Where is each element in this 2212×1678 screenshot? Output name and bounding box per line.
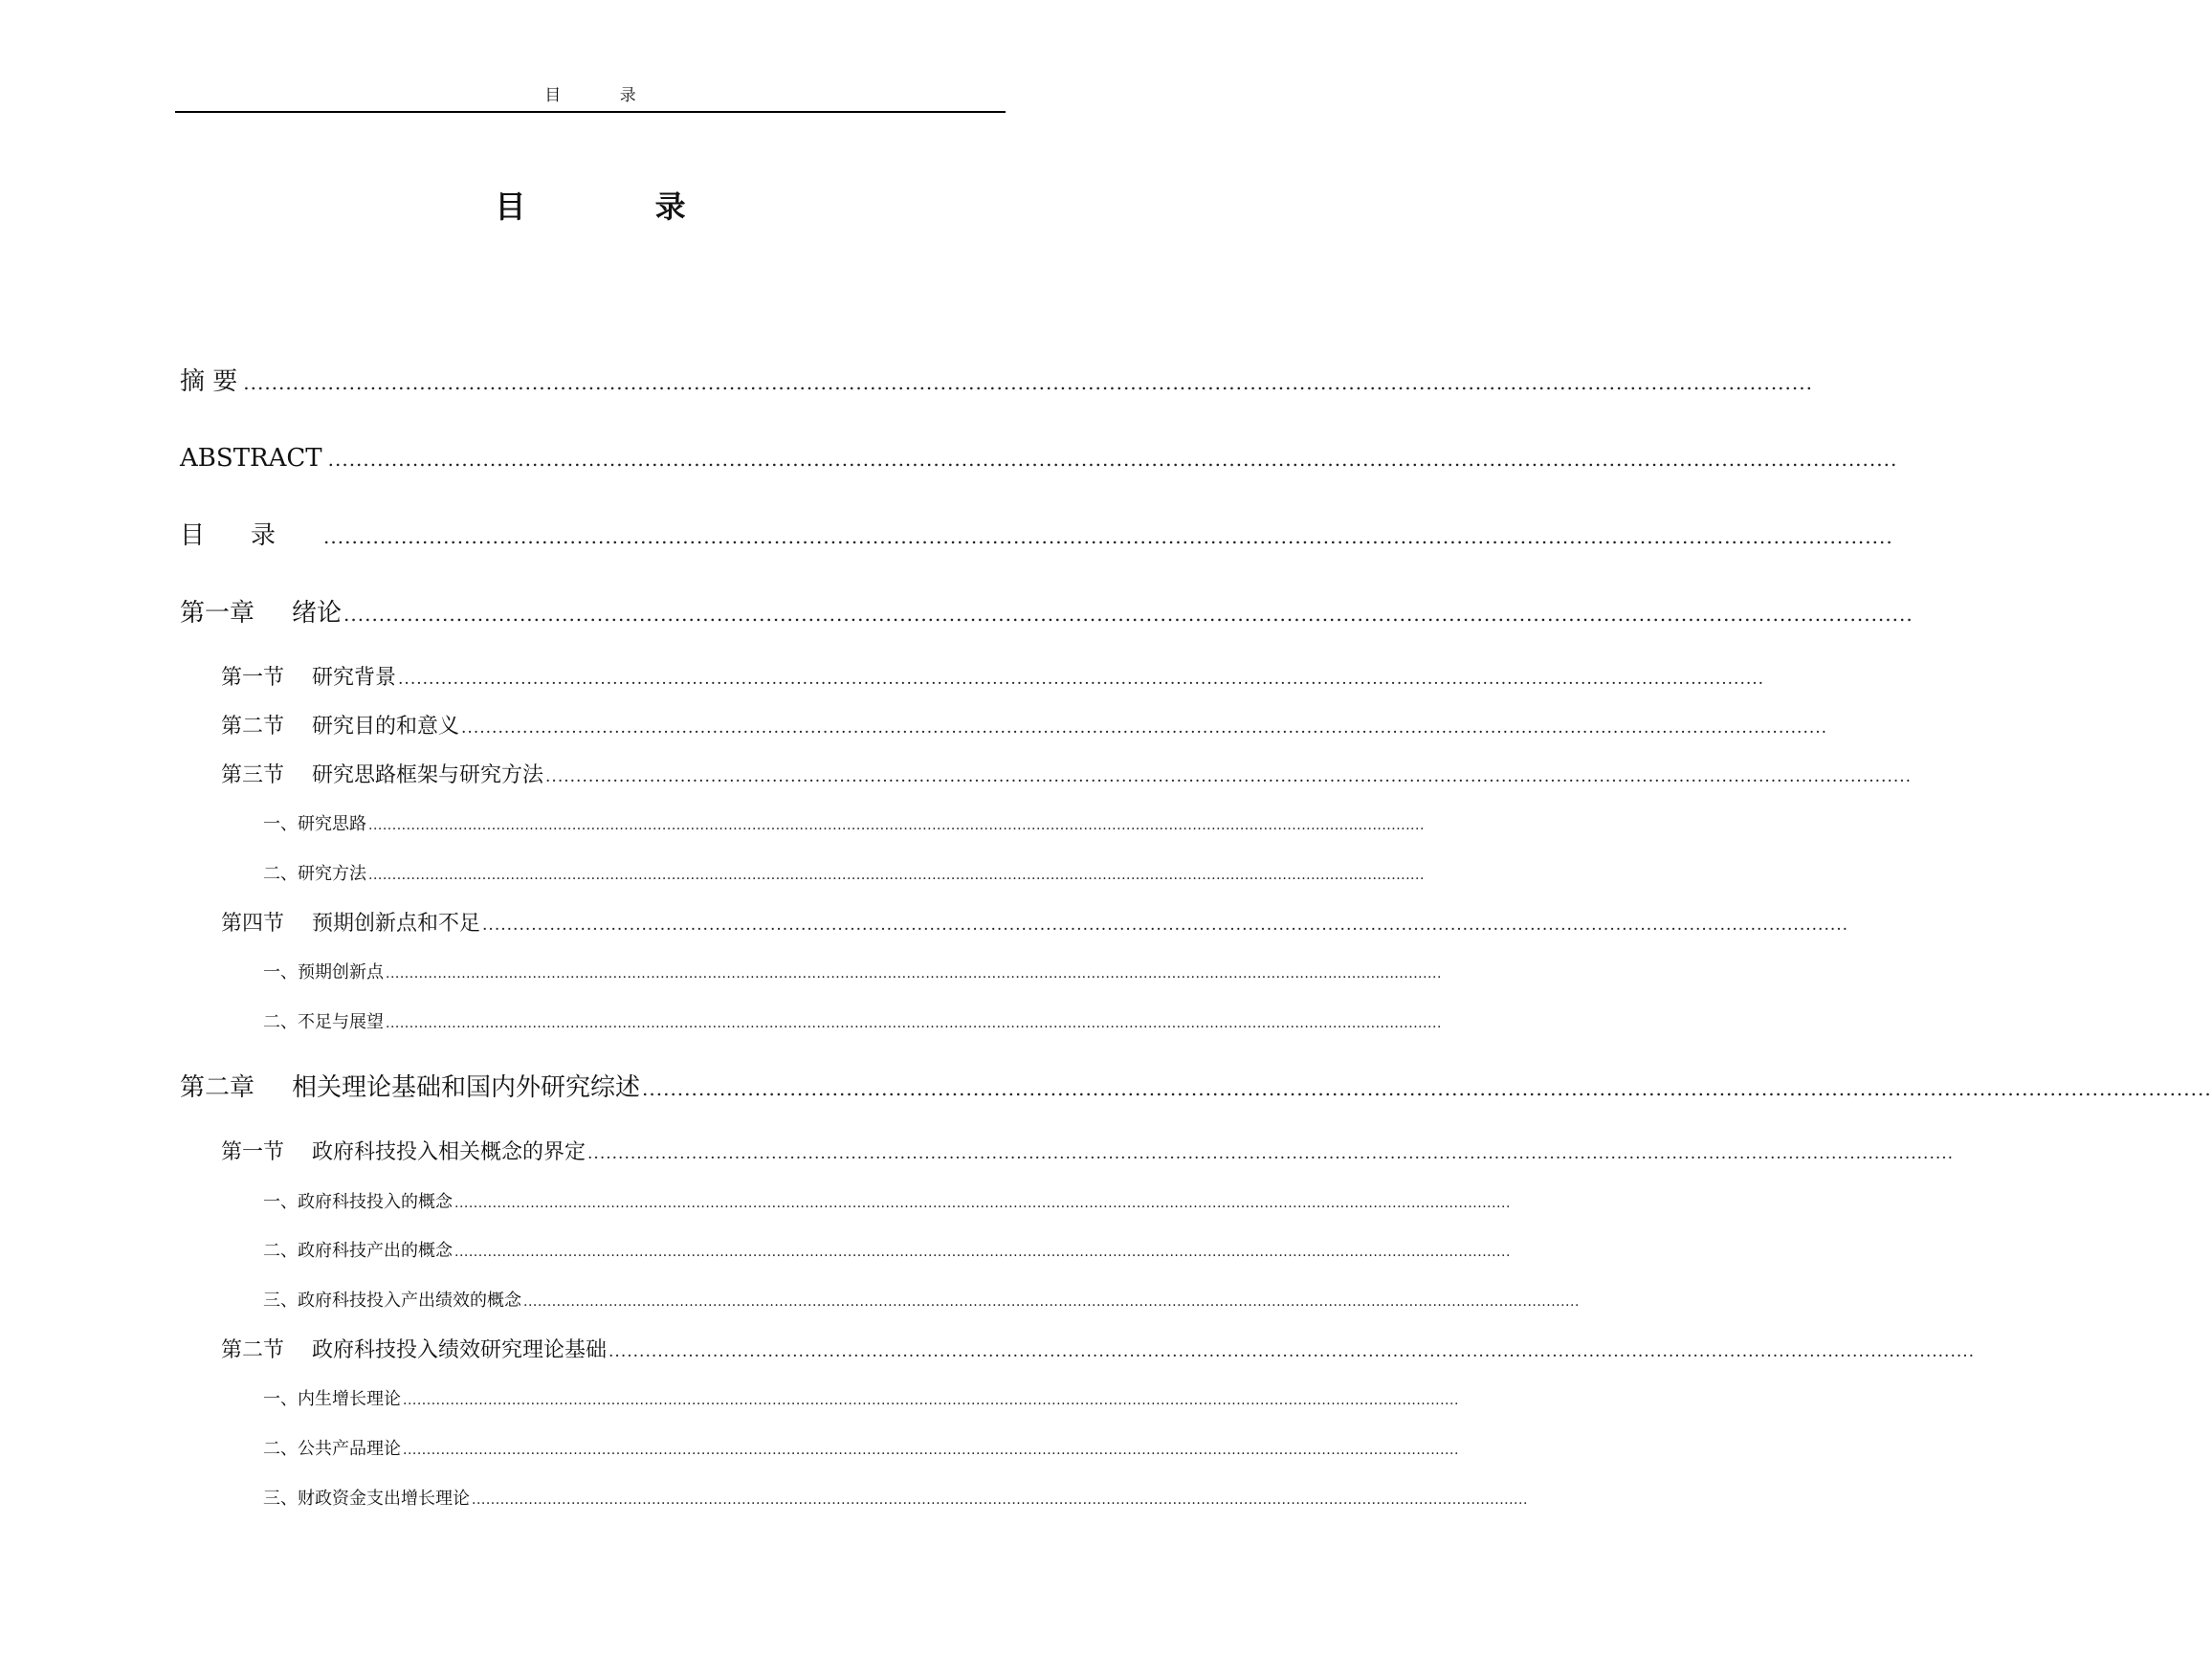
toc-entry-label: 一、内生增长理论 [263, 1389, 401, 1409]
toc-entry-label: 目录 [180, 521, 322, 550]
toc-section-number: 第一节 [221, 1140, 285, 1164]
toc-entry-subsection[interactable] [263, 813, 1425, 837]
toc-entry-label: 研究背景 [312, 666, 397, 690]
toc-entry-label: 研究目的和意义 [312, 715, 460, 739]
toc-leader-dots: ............................................................................................................................................................................................................................... [545, 767, 1913, 786]
toc-entry-label: 二、不足与展望 [263, 1012, 384, 1032]
header-rule [175, 111, 1006, 113]
toc-leader-dots: ............................................................................................................................................................................................................................... [482, 916, 1849, 935]
toc-section-number: 第四节 [221, 912, 285, 936]
toc-entry-label: 政府科技投入相关概念的界定 [312, 1140, 586, 1164]
toc-leader-dots: ............................................................................................................................................................................................................................... [403, 1443, 1459, 1458]
toc-entry-subsection[interactable] [263, 863, 1425, 887]
toc-leader-dots: ............................................................................................................................................................................................................................... [454, 1196, 1511, 1211]
toc-entry-label: 一、研究思路 [263, 814, 366, 834]
toc-leader-dots: ............................................................................................................................................................................................................................... [386, 1016, 1442, 1031]
toc-entry-label: 三、财政资金支出增长理论 [263, 1489, 470, 1509]
toc-entry-subsection[interactable] [263, 1438, 1459, 1462]
toc-leader-dots: ............................................................................................................................................................................................................................... [398, 670, 1765, 689]
toc-entry-subsection[interactable] [263, 1388, 1459, 1412]
toc-entry-label: ABSTRACT [180, 444, 322, 473]
toc-leader-dots: ............................................................................................................................................................................................................................... [472, 1492, 1528, 1508]
toc-leader-dots: ............................................................................................................................................................................................................................... [523, 1294, 1580, 1310]
toc-entry-subsection[interactable] [263, 1290, 1580, 1314]
toc-entry-label: 预期创新点和不足 [312, 912, 481, 936]
toc-entry-section[interactable] [221, 911, 1849, 938]
toc-leader-dots: ............................................................................................................................................................................................................................... [327, 448, 1898, 471]
toc-entry-label: 二、研究方法 [263, 864, 366, 884]
toc-entry-section[interactable] [221, 762, 1913, 790]
toc-chapter-number: 第一章 [180, 599, 255, 628]
toc-entry-subsection[interactable] [263, 1488, 1528, 1512]
toc-entry-label: 政府科技投入绩效研究理论基础 [312, 1338, 608, 1362]
toc-leader-dots: ............................................................................................................................................................................................................................... [343, 603, 1913, 626]
toc-leader-dots: ............................................................................................................................................................................................................................... [454, 1245, 1511, 1260]
toc-leader-dots: ............................................................................................................................................................................................................................... [608, 1342, 1976, 1361]
toc-entry-chapter-2[interactable] [180, 1072, 2212, 1104]
toc-leader-dots: ............................................................................................................................................................................................................................... [368, 818, 1425, 833]
toc-leader-dots: ............................................................................................................................................................................................................................... [386, 966, 1442, 982]
toc-leader-dots: ............................................................................................................................................................................................................................... [243, 371, 1813, 394]
toc-entry-section[interactable] [221, 714, 1828, 741]
toc-entry-label: 绪论 [292, 599, 343, 628]
toc-entry-label: 一、预期创新点 [263, 962, 384, 983]
toc-section-number: 第一节 [221, 666, 285, 690]
page-title: 目 录 [495, 188, 745, 225]
toc-leader-dots: ............................................................................................................................................................................................................................... [461, 718, 1828, 738]
toc-entry-section[interactable] [221, 1139, 1955, 1167]
toc-entry-label: 三、政府科技投入产出绩效的概念 [263, 1291, 521, 1311]
toc-section-number: 第二节 [221, 715, 285, 739]
toc-entry-chapter-1[interactable] [180, 598, 1913, 629]
toc-entry-subsection[interactable] [263, 1240, 1511, 1264]
toc-entry-label: 摘 要 [180, 367, 238, 396]
toc-leader-dots: ............................................................................................................................................................................................................................... [323, 525, 1893, 548]
toc-chapter-number: 第二章 [180, 1073, 255, 1102]
toc-entry-subsection[interactable] [263, 1011, 1442, 1035]
toc-entry-section[interactable] [221, 665, 1765, 693]
toc-leader-dots: ............................................................................................................................................................................................................................... [642, 1077, 2212, 1100]
toc-entry-abstract-en[interactable] [180, 443, 1898, 475]
toc-entry-label: 一、政府科技投入的概念 [263, 1192, 453, 1212]
toc-entry-section[interactable] [221, 1337, 1976, 1365]
toc-leader-dots: ............................................................................................................................................................................................................................... [403, 1393, 1459, 1408]
running-header: 目 录 [544, 86, 663, 105]
toc-section-number: 第三节 [221, 763, 285, 787]
toc-entry-label: 研究思路框架与研究方法 [312, 763, 544, 787]
toc-entry-subsection[interactable] [263, 1191, 1511, 1215]
toc-leader-dots: ............................................................................................................................................................................................................................... [587, 1144, 1955, 1163]
toc-entry-abstract-cn[interactable] [180, 366, 1813, 398]
toc-section-number: 第二节 [221, 1338, 285, 1362]
toc-entry-label: 相关理论基础和国内外研究综述 [292, 1073, 641, 1102]
toc-entry-label: 二、公共产品理论 [263, 1439, 401, 1459]
toc-entry-label: 二、政府科技产出的概念 [263, 1241, 453, 1261]
toc-entry-subsection[interactable] [263, 961, 1442, 985]
toc-entry-contents[interactable] [180, 520, 1893, 552]
toc-leader-dots: ............................................................................................................................................................................................................................... [368, 868, 1425, 883]
